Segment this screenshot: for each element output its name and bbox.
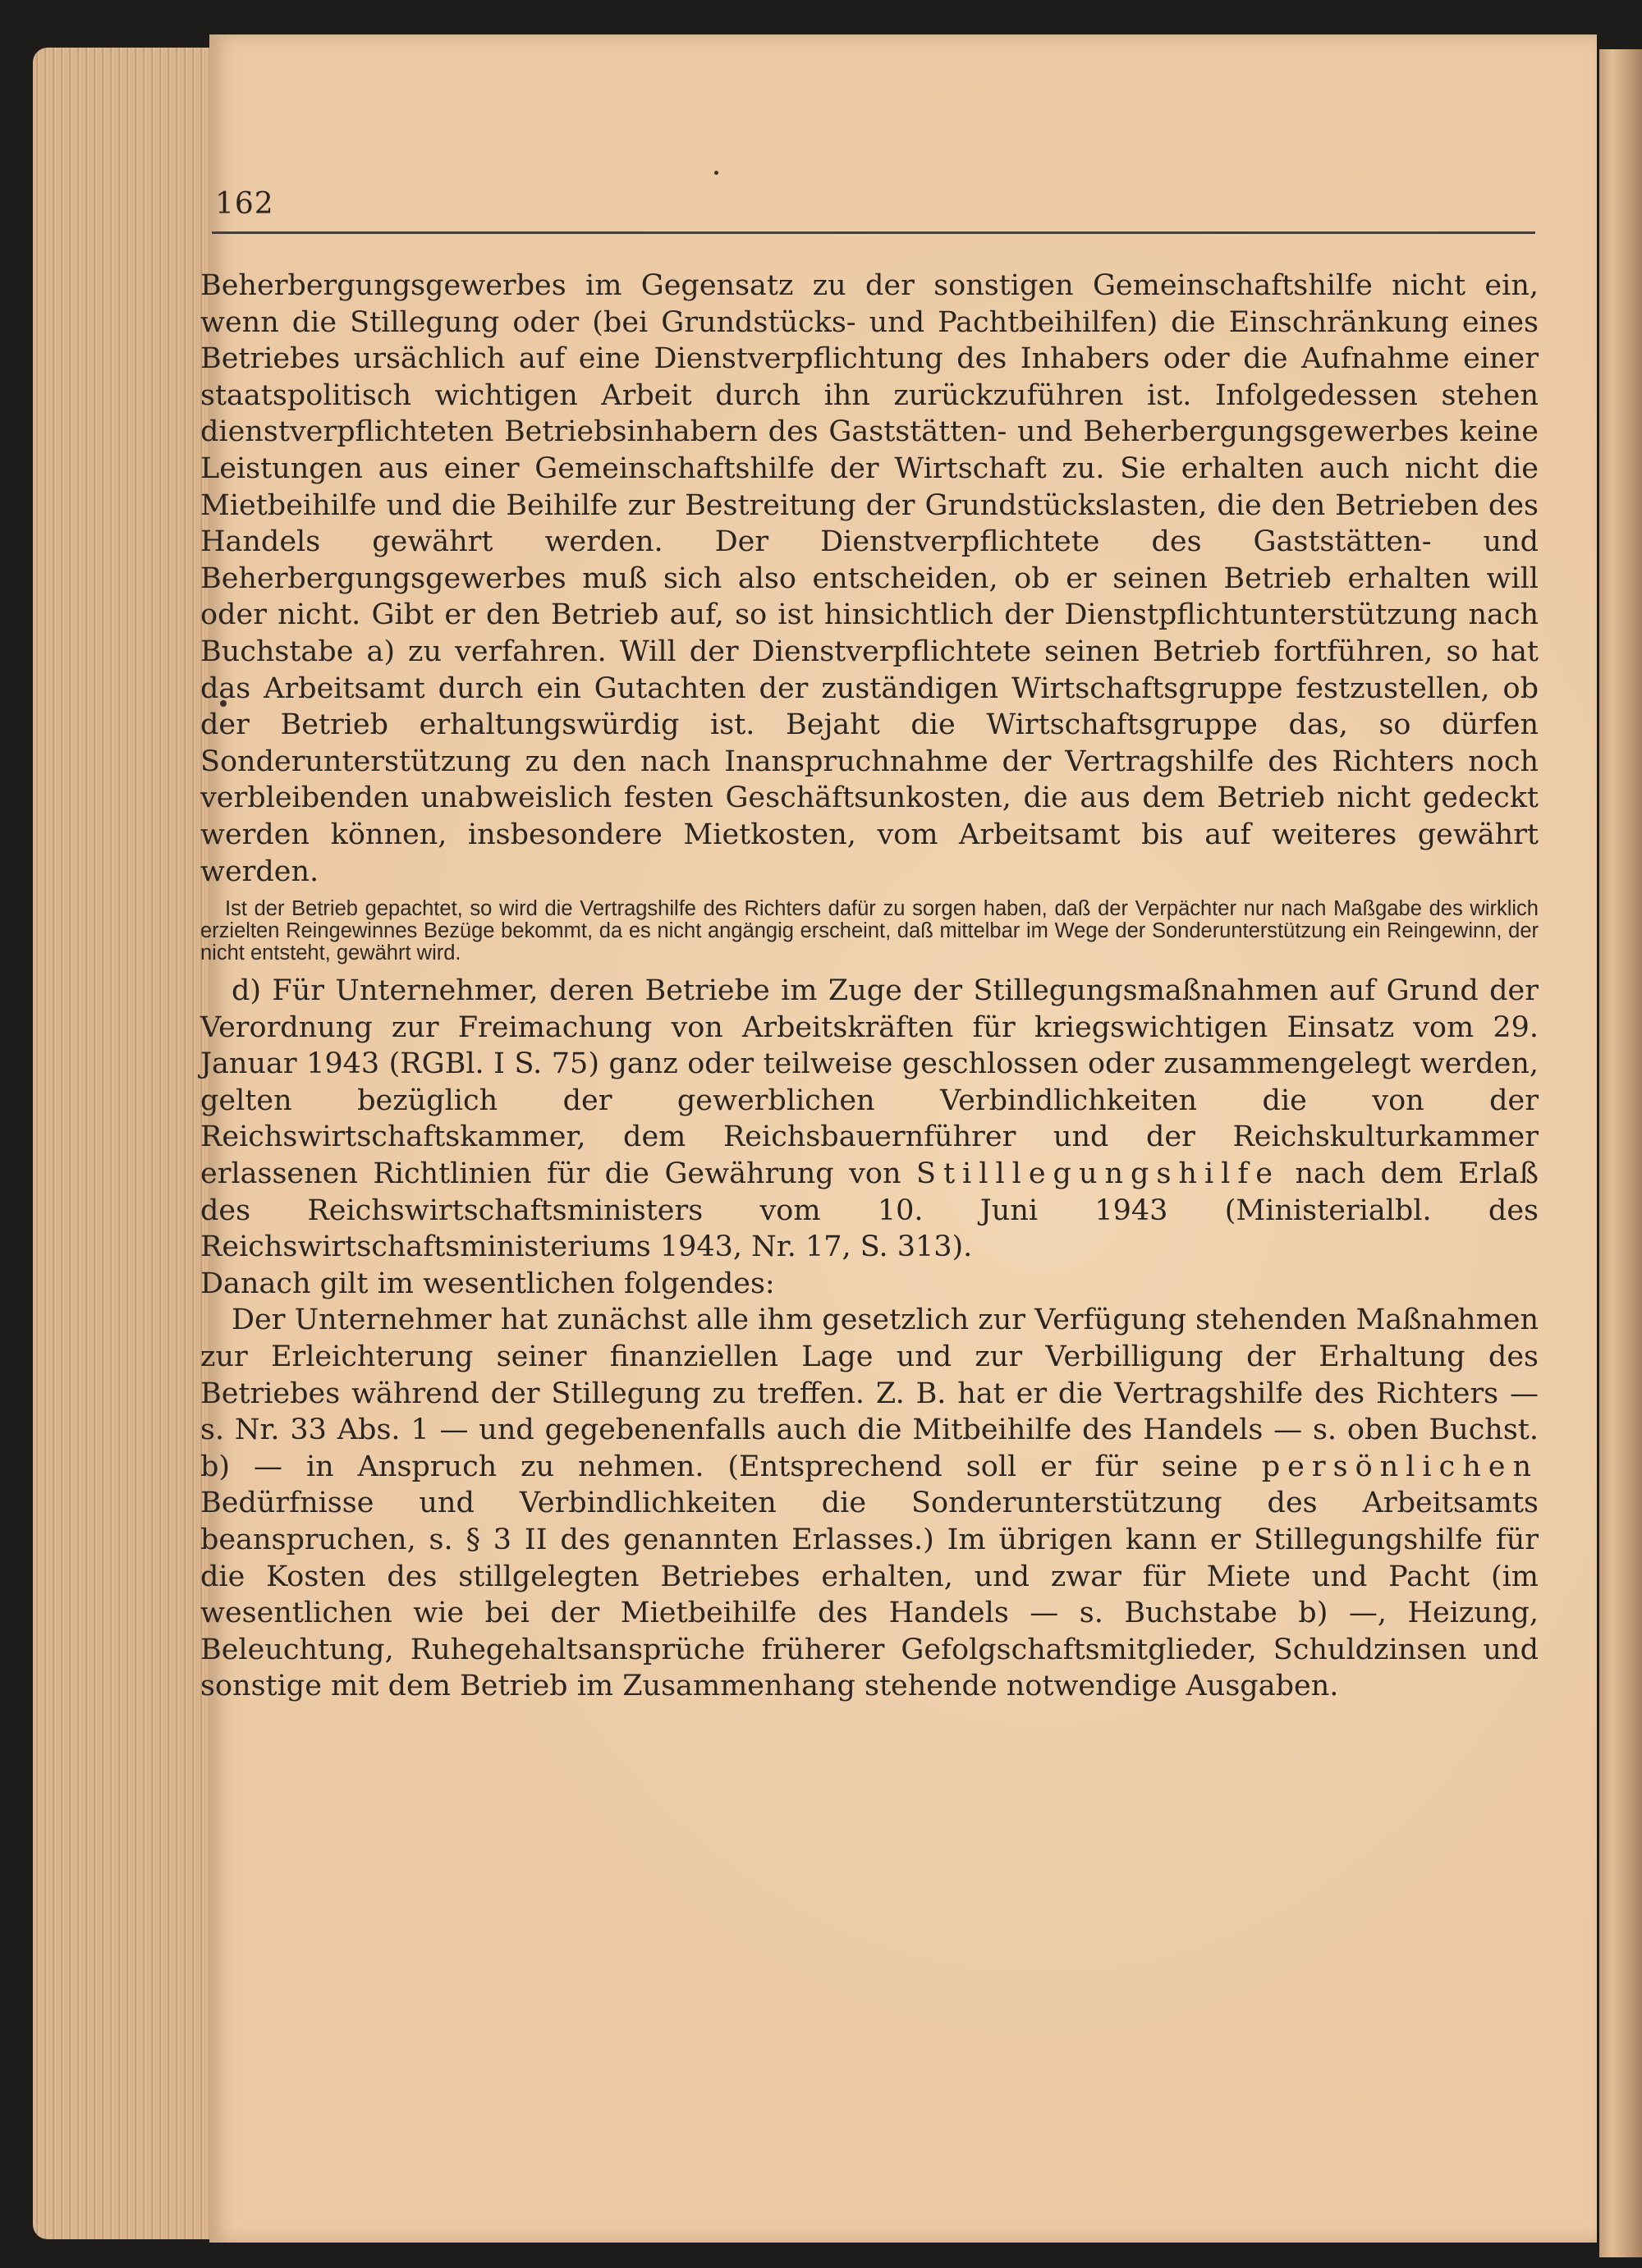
section-d-text-1: d) Für Unternehmer, deren Betriebe im Zuge der Stillegungsmaßnahmen auf Grund der Verordnung zur Freimachung von Arbeitskräften für kriegswichtigen Einsatz vom 29. Januar 1943 (RGBl. I S. 75) ganz oder teilweise geschlossen oder zusammengelegt werden, gelten bezüglich der gewerblichen Verbindlichkeiten die von der Reichswirtschaftskammer, dem Reichsbauernführer und der Reichskulturkammer erlassenen Richtlinien für die Gewährung von xyxy=(200,974,1539,1191)
page-number: 162 xyxy=(215,187,274,221)
final-spaced-term: persönlichen xyxy=(1261,1450,1539,1483)
footnote-text: Ist der Betrieb gepachtet, so wird die Vertragshilfe des Richters dafür zu sorgen haben, daß der Verpächter nur nach Maßgabe des wirklich erzielten Reingewinnes Bezüge bekommt, da es nicht angängig erscheint, daß mittelbar im Wege der Sonderunterstützung ein Reingewinn, der nicht entsteht, gewährt wird. xyxy=(200,897,1539,965)
final-text-1: Der Unternehmer hat zunächst alle ihm gesetzlich zur Verfügung stehenden Maßnahmen zur Erleichterung seiner finanziellen Lage und zur Verbilligung der Erhaltung des Betriebes während der Stillegung zu treffen. Z. B. hat er die Vertragshilfe des Richters — s. Nr. 33 Abs. 1 — und gegebenenfalls auch die Mitbeihilfe des Handels — s. oben Buchst. b) — in Anspruch zu nehmen. (Entsprechend soll er für seine xyxy=(200,1304,1539,1483)
final-text-2: Bedürfnisse und Verbindlichkeiten die Sonderunterstützung des Arbeitsamts beanspruchen, s. § 3 II des genannten Erlasses.) Im übrigen kann er Stillegungshilfe für die Kosten des stillgelegten Betriebes erhalten, und zwar für Miete und Pacht (im wesentlichen wie bei der Mietbeihilfe des Handels — s. Buchstabe b) —, Heizung, Beleuchtung, Ruhegehaltsansprüche früherer Gefolgschaftsmitglieder, Schuldzinsen und sonstige mit dem Betrieb im Zusammenhang stehende notwendige Ausgaben. xyxy=(200,1487,1539,1703)
paragraph-continued: Beherbergungsgewerbes im Gegensatz zu der sonstigen Gemeinschaftshilfe nicht ein, wenn die Stillegung oder (bei Grundstücks- und Pachtbeihilfen) die Einschränkung eines Betriebes ursächlich auf eine Dienstverpflichtung des Inhabers oder die Aufnahme einer staatspolitisch wichtigen Arbeit durch ihn zurückzuführen ist. Infolgedessen stehen dienstverpflichteten Betriebsinhabern des Gaststätten- und Beherbergungsgewerbes keine Leistungen aus einer Gemeinschaftshilfe der Wirtschaft zu. Sie erhalten auch nicht die Mietbeihilfe und die Beihilfe zur Bestreitung der Grundstückslasten, die den Betrieben des Handels gewährt werden. Der Dienstverpflichtete des Gaststätten- und Beherbergungsgewerbes muß sich also entscheiden, ob er seinen Betrieb erhalten will oder nicht. Gibt er den Betrieb auf, so ist hinsichtlich der Dienstpflichtunterstützung nach Buchstabe a) zu verfahren. Will der Dienstverpflichtete seinen Betrieb fortführen, so hat das Arbeitsamt durch ein Gutachten der zuständigen Wirtschaftsgruppe festzustellen, ob der Betrieb erhaltungswürdig ist. Bejaht die Wirtschaftsgruppe das, so dürfen Sonderunterstützung zu den nach Inanspruchnahme der Vertragshilfe des Richters noch verbleibenden unabweislich festen Geschäftsunkosten, die aus dem Betrieb nicht gedeckt werden können, insbesondere Mietkosten, vom Arbeitsamt bis auf weiteres gewährt werden. xyxy=(200,269,1539,888)
intro-line: Danach gilt im wesentlichen folgendes: xyxy=(200,1267,775,1300)
section-d-text-2: nach dem Erlaß des Reichswirtschaftsministers vom 10. Juni 1943 (Ministerialbl. des Reichswirtschaftsministeriums 1943, Nr. 17, S. 313). xyxy=(200,1157,1539,1264)
book-right-edge xyxy=(1599,49,1642,2257)
final-paragraph xyxy=(200,1302,1539,1705)
footnote xyxy=(200,898,1539,964)
section-d-paragraph xyxy=(200,973,1539,1266)
ink-speck xyxy=(714,171,718,175)
book-page-stack xyxy=(33,48,222,2239)
section-d-spaced-term: Stilllegungshilfe xyxy=(916,1157,1280,1191)
body-text xyxy=(200,268,1539,1705)
header-rule xyxy=(212,231,1535,234)
